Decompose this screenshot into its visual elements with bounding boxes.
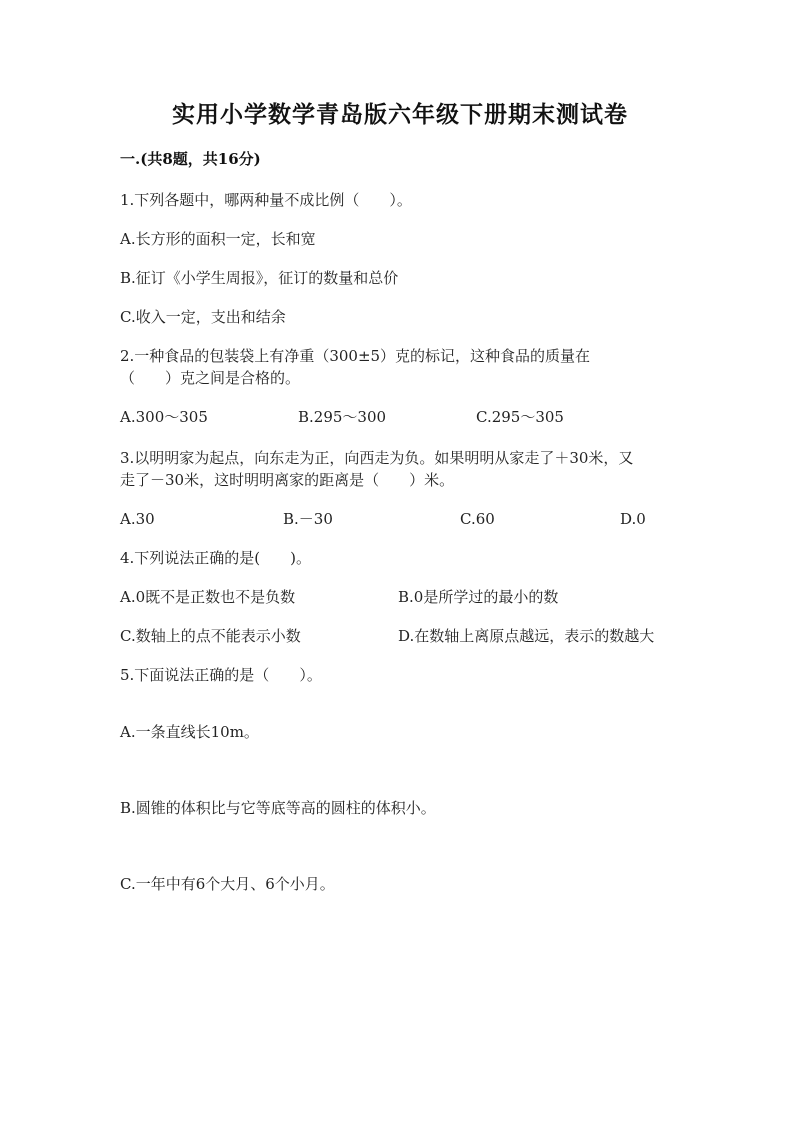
question-3-stem-line1: 3.以明明家为起点，向东走为正，向西走为负。如果明明从家走了＋30米，又 (120, 449, 634, 467)
question-3-option-b: B.－30 (283, 510, 333, 528)
question-5-stem: 5.下面说法正确的是（ ）。 (120, 666, 322, 684)
question-2-stem-line1: 2.一种食品的包装袋上有净重（300±5）克的标记，这种食品的质量在 (120, 347, 591, 365)
question-4-option-c: C.数轴上的点不能表示小数 (120, 627, 301, 645)
section-heading: 一.(共8题，共16分) (120, 150, 261, 168)
question-2-option-a: A.300～305 (120, 408, 208, 426)
question-4-option-a: A.0既不是正数也不是负数 (120, 588, 296, 606)
question-3-option-a: A.30 (120, 510, 155, 528)
question-5-option-c: C.一年中有6个大月、6个小月。 (120, 875, 335, 893)
page-title: 实用小学数学青岛版六年级下册期末测试卷 (172, 101, 628, 128)
question-3-option-c: C.60 (460, 510, 495, 528)
question-1-option-a: A.长方形的面积一定，长和宽 (120, 230, 316, 248)
question-1-option-c: C.收入一定，支出和结余 (120, 308, 286, 326)
question-4-option-d: D.在数轴上离原点越远，表示的数越大 (398, 627, 655, 645)
question-4-stem: 4.下列说法正确的是( )。 (120, 549, 312, 567)
question-2-stem-line2: （ ）克之间是合格的。 (120, 369, 301, 387)
question-3-stem-line2: 走了－30米，这时明明离家的距离是（ ）米。 (120, 471, 455, 489)
question-1-stem: 1.下列各题中，哪两种量不成比例（ ）。 (120, 191, 412, 209)
question-2-option-b: B.295～300 (298, 408, 387, 426)
question-5-option-a: A.一条直线长10m。 (120, 723, 259, 741)
question-2-option-c: C.295～305 (476, 408, 564, 426)
question-3-option-d: D.0 (620, 510, 646, 528)
question-4-option-b: B.0是所学过的最小的数 (398, 588, 559, 606)
question-5-option-b: B.圆锥的体积比与它等底等高的圆柱的体积小。 (120, 799, 436, 817)
question-1-option-b: B.征订《小学生周报》，征订的数量和总价 (120, 269, 399, 287)
